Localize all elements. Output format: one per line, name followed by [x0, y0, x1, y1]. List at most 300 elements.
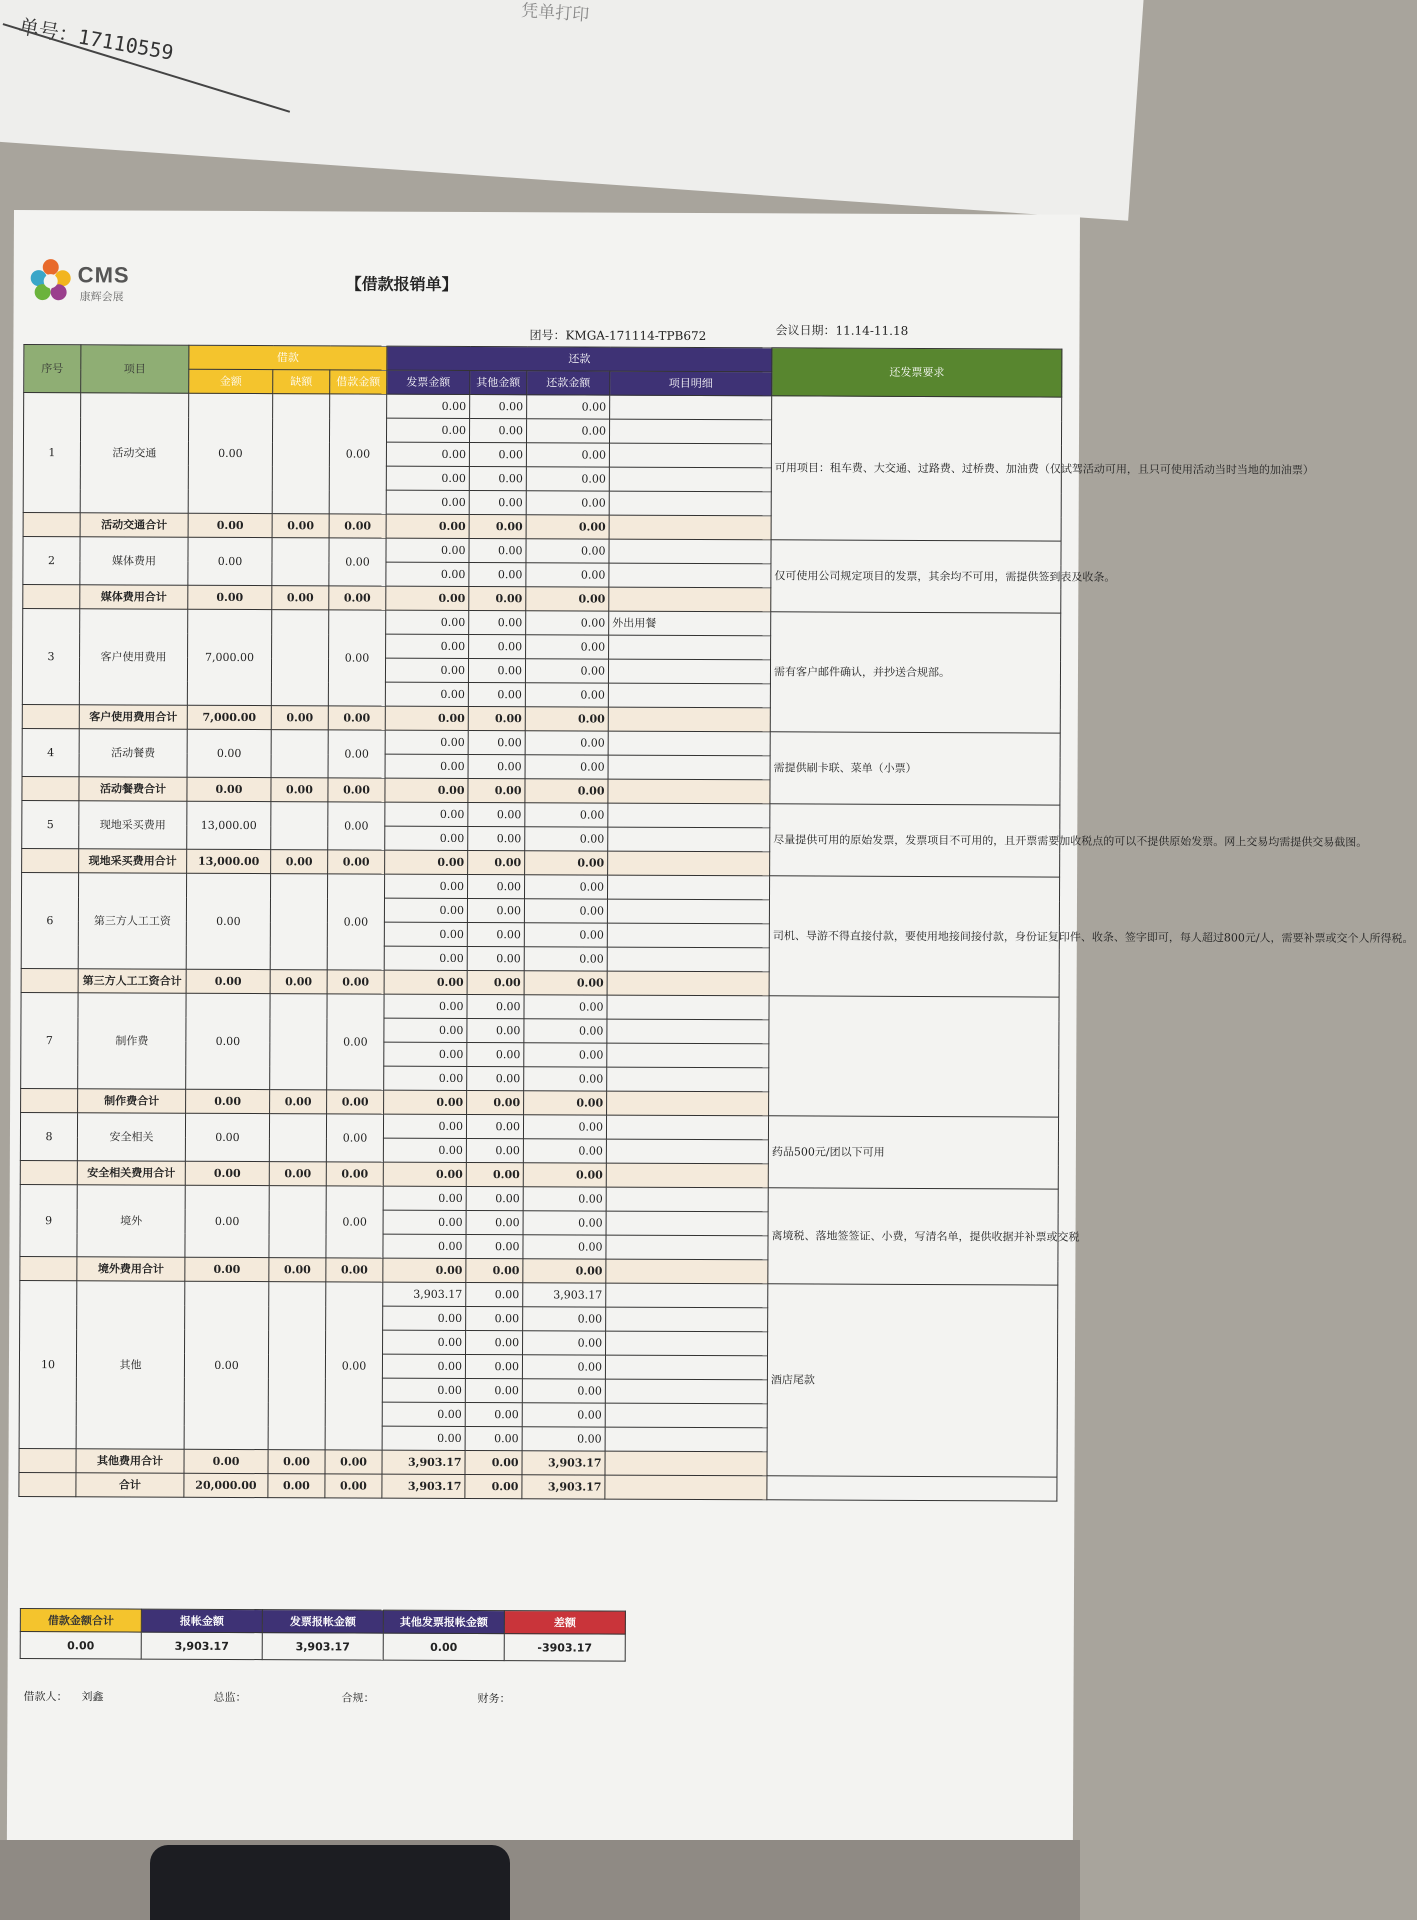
summary-difference: -3903.17	[504, 1634, 625, 1662]
header-requirement: 还发票要求	[772, 348, 1062, 397]
subtotal-other: 0.00	[469, 586, 526, 610]
repay-amount: 0.00	[526, 443, 609, 467]
subtotal-blank	[22, 705, 79, 729]
table-row	[23, 609, 1061, 638]
repay-amount: 0.00	[525, 731, 608, 755]
summary-header-loan-total: 借款金额合计	[20, 1609, 141, 1633]
other-amount: 0.00	[469, 634, 526, 658]
invoice-amount: 0.00	[384, 1042, 467, 1066]
row-loan-amount: 0.00	[185, 1113, 269, 1161]
subtotal-label: 活动交通合计	[80, 513, 188, 537]
summary-other-invoice: 0.00	[383, 1633, 504, 1661]
grand-total-detail	[605, 1475, 767, 1500]
requirement-note: 尽量提供可用的原始发票，发票项目不可用的，且开票需要加收税点的可以不提供原始发票。网上交易均需提供交易截图。	[770, 804, 1060, 877]
subtotal-other: 0.00	[466, 1162, 523, 1186]
item-detail	[608, 803, 770, 828]
subtotal-other: 0.00	[468, 706, 525, 730]
row-loan-shortfall	[271, 610, 328, 706]
invoice-amount: 0.00	[386, 562, 469, 586]
repay-amount: 0.00	[522, 1427, 605, 1451]
row-item-name: 活动交通	[80, 393, 189, 513]
other-amount: 0.00	[466, 1114, 523, 1138]
repay-amount: 0.00	[523, 1307, 606, 1331]
item-detail	[606, 1115, 768, 1140]
subtotal-loan-shortfall: 0.00	[271, 778, 328, 802]
subtotal-detail	[608, 779, 770, 804]
other-amount: 0.00	[469, 562, 526, 586]
item-detail	[606, 1139, 768, 1164]
subtotal-label: 境外费用合计	[77, 1257, 185, 1281]
item-detail	[608, 755, 770, 780]
subtotal-repay: 0.00	[523, 1163, 606, 1187]
item-detail	[608, 731, 770, 756]
invoice-amount: 0.00	[382, 1402, 465, 1426]
row-seq: 5	[22, 801, 79, 849]
row-loan-shortfall	[268, 1282, 326, 1450]
subtotal-loan-amount: 0.00	[187, 777, 271, 801]
other-amount: 0.00	[467, 898, 524, 922]
header-loan-total: 借款金额	[330, 370, 387, 394]
other-amount: 0.00	[469, 442, 526, 466]
subtotal-invoice: 0.00	[386, 514, 469, 538]
requirement-note: 需提供刷卡联、菜单（小票）	[770, 732, 1060, 805]
header-loan-amount: 金额	[189, 369, 273, 393]
row-loan-total: 0.00	[326, 1114, 383, 1162]
subtotal-loan-total: 0.00	[327, 970, 384, 994]
repay-amount: 0.00	[523, 1235, 606, 1259]
repay-amount: 0.00	[525, 827, 608, 851]
item-detail	[609, 467, 771, 492]
other-amount: 0.00	[466, 1234, 523, 1258]
row-loan-shortfall	[272, 394, 330, 514]
repay-amount: 0.00	[524, 923, 607, 947]
item-detail: 外出用餐	[609, 611, 771, 636]
item-detail	[605, 1403, 767, 1428]
other-amount: 0.00	[466, 1282, 523, 1306]
row-seq: 8	[20, 1113, 77, 1161]
subtotal-loan-total: 0.00	[329, 586, 386, 610]
other-amount: 0.00	[467, 922, 524, 946]
subtotal-other: 0.00	[465, 1450, 522, 1474]
repay-amount: 0.00	[527, 419, 610, 443]
subtotal-detail	[608, 707, 770, 732]
subtotal-detail	[607, 1091, 769, 1116]
other-amount: 0.00	[469, 466, 526, 490]
repay-amount: 0.00	[526, 539, 609, 563]
subtotal-loan-amount: 0.00	[185, 1161, 269, 1185]
repay-amount: 0.00	[522, 1355, 605, 1379]
signature-line	[23, 1688, 724, 1706]
item-detail	[609, 491, 771, 516]
summary-table	[20, 1608, 626, 1662]
repay-amount: 0.00	[522, 1403, 605, 1427]
subtotal-loan-amount: 0.00	[185, 1257, 269, 1281]
subtotal-loan-amount: 13,000.00	[187, 849, 271, 873]
item-detail	[607, 1067, 769, 1092]
item-detail	[607, 1019, 769, 1044]
item-detail	[606, 1235, 768, 1260]
invoice-amount: 0.00	[383, 1138, 466, 1162]
header-seq: 序号	[24, 345, 81, 393]
header-loan-shortfall: 缺额	[273, 370, 330, 394]
row-loan-total: 0.00	[329, 538, 386, 586]
row-loan-shortfall	[271, 802, 328, 850]
borrower-name: 刘鑫	[81, 1690, 104, 1704]
order-number: 单号：17110559	[17, 13, 176, 65]
item-detail	[609, 635, 771, 660]
row-item-name: 媒体费用	[80, 537, 188, 585]
row-item-name: 其他	[76, 1281, 185, 1449]
subtotal-invoice: 0.00	[384, 1090, 467, 1114]
invoice-amount: 0.00	[382, 1354, 465, 1378]
repay-amount: 0.00	[524, 947, 607, 971]
invoice-amount: 0.00	[385, 802, 468, 826]
other-amount: 0.00	[467, 1042, 524, 1066]
row-item-name: 客户使用费用	[79, 609, 187, 705]
row-loan-shortfall	[270, 874, 327, 970]
subtotal-label: 安全相关费用合计	[77, 1161, 185, 1185]
item-detail	[606, 1331, 768, 1356]
invoice-amount: 0.00	[386, 466, 469, 490]
invoice-amount: 0.00	[384, 1066, 467, 1090]
subtotal-loan-total: 0.00	[328, 706, 385, 730]
subtotal-other: 0.00	[468, 850, 525, 874]
subtotal-other: 0.00	[467, 1090, 524, 1114]
table-row	[21, 993, 1059, 1022]
invoice-amount: 0.00	[387, 394, 470, 418]
row-seq: 3	[22, 609, 79, 705]
item-detail	[610, 419, 772, 444]
row-loan-total: 0.00	[328, 730, 385, 778]
repay-amount: 0.00	[522, 1379, 605, 1403]
table-row	[20, 1185, 1058, 1214]
table-row	[24, 393, 1062, 422]
invoice-amount: 0.00	[382, 1426, 465, 1450]
header-other-amount: 其他金额	[470, 370, 527, 394]
subtotal-blank	[21, 969, 78, 993]
item-detail	[609, 443, 771, 468]
subtotal-loan-amount: 0.00	[184, 1449, 268, 1473]
repay-amount: 3,903.17	[523, 1283, 606, 1307]
document-title: 【借款报销单】	[345, 274, 458, 294]
subtotal-loan-amount: 0.00	[186, 1089, 270, 1113]
row-loan-amount: 0.00	[187, 729, 271, 777]
row-loan-shortfall	[271, 730, 328, 778]
subtotal-loan-shortfall: 0.00	[269, 1162, 326, 1186]
invoice-amount: 0.00	[385, 658, 468, 682]
subtotal-loan-shortfall: 0.00	[271, 706, 328, 730]
repay-amount: 0.00	[526, 467, 609, 491]
subtotal-loan-shortfall: 0.00	[270, 970, 327, 994]
invoice-amount: 0.00	[383, 1234, 466, 1258]
other-amount: 0.00	[469, 490, 526, 514]
invoice-amount: 0.00	[384, 922, 467, 946]
other-amount: 0.00	[468, 754, 525, 778]
subtotal-loan-total: 0.00	[329, 514, 386, 538]
invoice-amount: 0.00	[383, 1210, 466, 1234]
other-amount: 0.00	[466, 1186, 523, 1210]
item-detail	[606, 1283, 768, 1308]
other-amount: 0.00	[468, 802, 525, 826]
subtotal-loan-shortfall: 0.00	[268, 1450, 325, 1474]
finance-label: 财务：	[477, 1692, 511, 1706]
expense-table	[18, 344, 1414, 1502]
other-amount: 0.00	[468, 658, 525, 682]
requirement-note: 药品500元/团以下可用	[768, 1116, 1058, 1189]
subtotal-loan-total: 0.00	[328, 778, 385, 802]
subtotal-invoice: 0.00	[385, 706, 468, 730]
repay-amount: 0.00	[524, 1067, 607, 1091]
invoice-amount: 0.00	[383, 1306, 466, 1330]
gt-loan-amount: 20,000.00	[184, 1473, 268, 1497]
invoice-amount: 0.00	[383, 1114, 466, 1138]
subtotal-label: 客户使用费用合计	[79, 705, 187, 729]
subtotal-repay: 0.00	[523, 1259, 606, 1283]
subtotal-detail	[609, 587, 771, 612]
invoice-amount: 0.00	[384, 946, 467, 970]
subtotal-blank	[23, 585, 80, 609]
grand-total-label: 合计	[76, 1473, 184, 1497]
grand-total-blank	[19, 1473, 76, 1497]
subtotal-detail	[606, 1259, 768, 1284]
table-row	[20, 1281, 1058, 1310]
row-item-name: 第三方人工工资	[78, 873, 186, 969]
invoice-amount: 0.00	[386, 490, 469, 514]
row-loan-total: 0.00	[328, 610, 385, 706]
repay-amount: 0.00	[525, 755, 608, 779]
subtotal-label: 现地采买费用合计	[79, 849, 187, 873]
row-loan-amount: 0.00	[184, 1281, 269, 1449]
summary-header-difference: 差额	[504, 1611, 625, 1635]
repay-amount: 0.00	[524, 899, 607, 923]
invoice-amount: 0.00	[385, 730, 468, 754]
other-amount: 0.00	[465, 1402, 522, 1426]
subtotal-repay: 0.00	[524, 1091, 607, 1115]
subtotal-label: 制作费合计	[78, 1089, 186, 1113]
row-loan-total: 0.00	[329, 394, 387, 514]
other-amount: 0.00	[466, 1330, 523, 1354]
other-amount: 0.00	[467, 946, 524, 970]
subtotal-label: 媒体费用合计	[80, 585, 188, 609]
row-seq: 1	[23, 393, 81, 513]
print-tag: 凭单打印	[520, 0, 590, 26]
row-loan-amount: 0.00	[186, 993, 270, 1089]
requirement-note: 可用项目：租车费、大交通、过路费、过桥费、加油费（仅试驾活动可用，且只可使用活动当时当地的加油票）	[771, 396, 1062, 541]
repay-amount: 0.00	[526, 611, 609, 635]
reimbursement-form	[7, 210, 1414, 1855]
row-item-name: 活动餐费	[79, 729, 187, 777]
subtotal-blank	[20, 1257, 77, 1281]
row-seq: 9	[20, 1185, 77, 1257]
repay-amount: 0.00	[526, 635, 609, 659]
row-loan-shortfall	[270, 994, 327, 1090]
subtotal-other: 0.00	[469, 514, 526, 538]
invoice-amount: 0.00	[385, 874, 468, 898]
item-detail	[606, 1211, 768, 1236]
header-invoice-amount: 发票金额	[387, 370, 470, 394]
item-detail	[610, 395, 772, 420]
repay-amount: 0.00	[525, 803, 608, 827]
subtotal-detail	[608, 851, 770, 876]
row-loan-amount: 13,000.00	[187, 801, 271, 849]
subtotal-loan-shortfall: 0.00	[272, 514, 329, 538]
subtotal-detail	[605, 1451, 767, 1476]
header-repay-amount: 还款金额	[527, 371, 610, 395]
subtotal-loan-total: 0.00	[326, 1258, 383, 1282]
subtotal-loan-amount: 0.00	[188, 513, 272, 537]
other-amount: 0.00	[467, 1018, 524, 1042]
gt-repay: 3,903.17	[522, 1475, 605, 1499]
compliance-label: 合规：	[341, 1691, 375, 1705]
table-row	[22, 801, 1060, 830]
repay-amount: 0.00	[525, 875, 608, 899]
other-amount: 0.00	[466, 1306, 523, 1330]
subtotal-blank	[23, 513, 80, 537]
subtotal-label: 其他费用合计	[76, 1449, 184, 1473]
row-loan-total: 0.00	[325, 1282, 383, 1450]
item-detail	[605, 1427, 767, 1452]
invoice-amount: 0.00	[386, 538, 469, 562]
item-detail	[608, 659, 770, 684]
repay-amount: 0.00	[525, 659, 608, 683]
subtotal-loan-shortfall: 0.00	[271, 850, 328, 874]
subtotal-detail	[607, 971, 769, 996]
row-item-name: 境外	[77, 1185, 185, 1257]
subtotal-other: 0.00	[466, 1258, 523, 1282]
logo-subtitle: 康辉会展	[79, 290, 124, 304]
summary-header-other-invoice: 其他发票报帐金额	[383, 1610, 504, 1634]
item-detail	[609, 539, 771, 564]
row-loan-amount: 0.00	[185, 1185, 269, 1257]
subtotal-blank	[22, 777, 79, 801]
row-item-name: 安全相关	[77, 1113, 185, 1161]
group-number: 团号：KMGA-171114-TPB672	[529, 328, 707, 344]
row-item-name: 制作费	[78, 993, 186, 1089]
summary-loan-total: 0.00	[20, 1632, 141, 1660]
row-seq: 4	[22, 729, 79, 777]
row-seq: 6	[21, 873, 78, 969]
subtotal-repay: 3,903.17	[522, 1451, 605, 1475]
other-amount: 0.00	[467, 1066, 524, 1090]
item-detail	[608, 827, 770, 852]
logo-flower-icon	[28, 256, 74, 306]
requirement-note: 司机、导游不得直接付款，要使用地接间接付款，身份证复印件、收条、签字即可，每人超过800元/人，需要补票或交个人所得税。	[769, 876, 1060, 997]
invoice-amount: 0.00	[385, 826, 468, 850]
other-amount: 0.00	[465, 1378, 522, 1402]
repay-amount: 0.00	[526, 563, 609, 587]
background-sheet	[0, 0, 1149, 221]
repay-amount: 0.00	[523, 1331, 606, 1355]
item-detail	[606, 1307, 768, 1332]
subtotal-detail	[609, 515, 771, 540]
subtotal-invoice: 0.00	[386, 586, 469, 610]
subtotal-loan-total: 0.00	[328, 850, 385, 874]
item-detail	[605, 1379, 767, 1404]
subtotal-invoice: 0.00	[385, 778, 468, 802]
subtotal-other: 0.00	[467, 970, 524, 994]
other-amount: 0.00	[470, 418, 527, 442]
other-amount: 0.00	[468, 874, 525, 898]
item-detail	[607, 1043, 769, 1068]
subtotal-repay: 0.00	[526, 515, 609, 539]
row-seq: 10	[19, 1281, 77, 1449]
header-item-detail: 项目明细	[610, 371, 772, 396]
subtotal-blank	[19, 1449, 76, 1473]
requirement-note	[769, 996, 1060, 1117]
subtotal-detail	[606, 1163, 768, 1188]
repay-amount: 0.00	[527, 395, 610, 419]
invoice-amount: 0.00	[385, 754, 468, 778]
subtotal-loan-amount: 7,000.00	[187, 705, 271, 729]
requirement-note: 酒店尾款	[767, 1284, 1058, 1477]
invoice-amount: 0.00	[384, 1018, 467, 1042]
other-amount: 0.00	[467, 994, 524, 1018]
director-label: 总监：	[213, 1690, 247, 1705]
row-loan-amount: 0.00	[188, 393, 273, 513]
subtotal-loan-total: 0.00	[327, 1090, 384, 1114]
requirement-note: 需有客户邮件确认，并抄送合规部。	[770, 612, 1061, 733]
table-row	[22, 729, 1060, 758]
item-detail	[609, 563, 771, 588]
invoice-amount: 0.00	[384, 994, 467, 1018]
grand-total-row	[19, 1473, 1057, 1502]
subtotal-repay: 0.00	[524, 971, 607, 995]
gt-invoice: 3,903.17	[382, 1474, 465, 1498]
item-detail	[607, 899, 769, 924]
row-loan-shortfall	[269, 1114, 326, 1162]
other-amount: 0.00	[465, 1354, 522, 1378]
other-amount: 0.00	[468, 730, 525, 754]
item-detail	[607, 947, 769, 972]
subtotal-loan-total: 0.00	[326, 1162, 383, 1186]
repay-amount: 0.00	[523, 1139, 606, 1163]
subtotal-other: 0.00	[468, 778, 525, 802]
row-loan-total: 0.00	[326, 1186, 383, 1258]
subtotal-loan-shortfall: 0.00	[269, 1258, 326, 1282]
summary-reimbursed: 3,903.17	[141, 1632, 262, 1660]
subtotal-loan-amount: 0.00	[188, 585, 272, 609]
other-amount: 0.00	[470, 394, 527, 418]
repay-amount: 0.00	[526, 491, 609, 515]
item-detail	[608, 875, 770, 900]
subtotal-blank	[20, 1161, 77, 1185]
other-amount: 0.00	[465, 1426, 522, 1450]
invoice-amount: 3,903.17	[383, 1282, 466, 1306]
item-detail	[606, 1187, 768, 1212]
requirement-note: 离境税、落地签签证、小费，写清名单，提供收据并补票或交税	[768, 1188, 1058, 1285]
subtotal-repay: 0.00	[525, 707, 608, 731]
table-row	[20, 1113, 1058, 1142]
row-loan-amount: 0.00	[186, 873, 270, 969]
invoice-amount: 0.00	[383, 1186, 466, 1210]
invoice-amount: 0.00	[384, 898, 467, 922]
expense-table-body	[19, 393, 1414, 1502]
subtotal-label: 活动餐费合计	[79, 777, 187, 801]
subtotal-repay: 0.00	[525, 779, 608, 803]
table-row	[23, 537, 1061, 566]
table-row	[22, 873, 1060, 902]
repay-amount: 0.00	[524, 1019, 607, 1043]
repay-amount: 0.00	[524, 995, 607, 1019]
repay-amount: 0.00	[525, 683, 608, 707]
summary-header-invoice-reimbursed: 发票报帐金额	[262, 1610, 383, 1634]
dark-object	[150, 1845, 510, 1920]
repay-amount: 0.00	[523, 1115, 606, 1139]
subtotal-invoice: 0.00	[383, 1258, 466, 1282]
header-repay: 还款	[387, 346, 772, 372]
other-amount: 0.00	[466, 1210, 523, 1234]
row-loan-shortfall	[272, 538, 329, 586]
